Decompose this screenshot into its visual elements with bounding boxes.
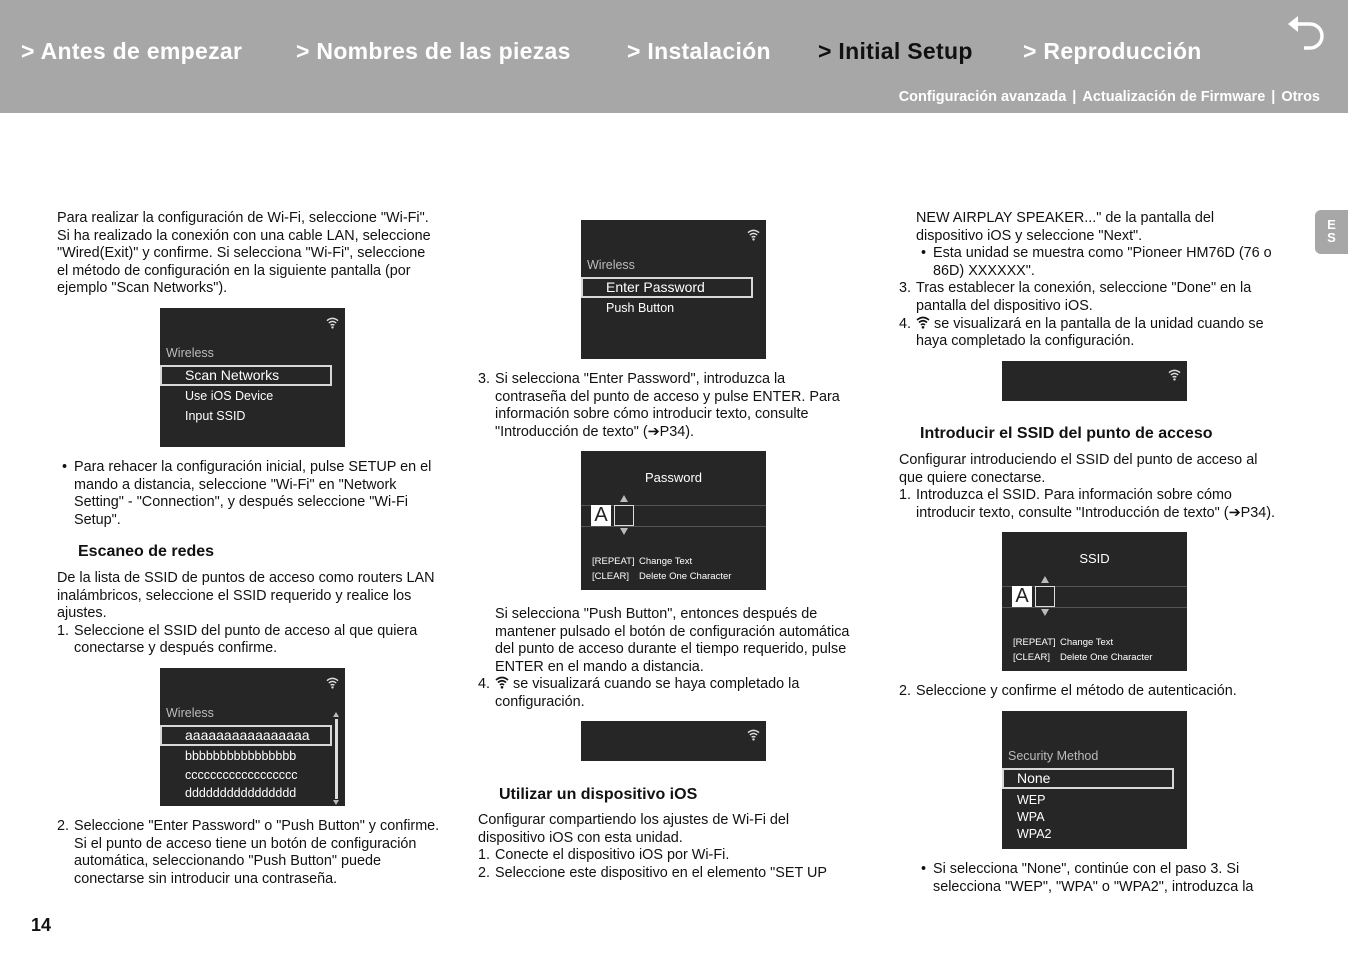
text-line: Si el punto de acceso tiene un botón de configuración (74, 835, 417, 852)
screen-title: Wireless (166, 346, 214, 360)
text-line: mantener pulsado el botón de configuración automática (495, 623, 850, 640)
language-tab[interactable] (1315, 210, 1348, 254)
text-line: Esta unidad se muestra como "Pioneer HM76D (76 o (933, 245, 1272, 262)
text-line: del punto de acceso durante el tiempo requerido, pulse (495, 641, 847, 658)
text-line: "Introducción de texto" (➔P34). (495, 423, 695, 440)
nav-antes-de-empezar[interactable]: > Antes de empezar (21, 38, 243, 64)
ios-continued-paragraph (899, 210, 1272, 351)
subnav-separator: | (1072, 89, 1077, 105)
text-line: introducir texto, consulte "Introducción de texto" (➔P34). (916, 504, 1276, 521)
wifi-icon (326, 677, 339, 689)
step-number: 1. (899, 487, 912, 504)
screen-password-input (581, 451, 766, 590)
screen-security-method (1002, 711, 1187, 849)
text-line: Configurar introduciendo el SSID del punto de acceso al (899, 452, 1258, 468)
step-number: 3. (478, 371, 491, 387)
scroll-up-icon (333, 712, 339, 717)
help-clear (592, 571, 731, 582)
scrollbar (335, 719, 338, 799)
text-line: Si ha realizado la conexión con una cable LAN, seleccione (57, 227, 431, 244)
step-number: 3. (899, 280, 912, 297)
help-text: Change Text (1060, 637, 1114, 648)
wifi-icon (326, 317, 339, 329)
help-key: [REPEAT] (1013, 637, 1056, 648)
char-down-icon (620, 528, 628, 535)
text-line: Para realizar la configuración de Wi-Fi, seleccione "Wi-Fi". (57, 210, 429, 226)
text-line: ejemplo "Scan Networks"). (57, 280, 228, 297)
text-line: Configurar compartiendo los ajustes de Wi-Fi del (478, 812, 790, 828)
ssid-step2 (899, 683, 1237, 701)
subnav-otros[interactable]: Otros (1281, 89, 1320, 105)
subnav-actualizacion-firmware[interactable]: Actualización de Firmware (1082, 89, 1266, 105)
text-line: Si selecciona "Enter Password", introduzca la (495, 371, 786, 387)
bullet-mark: • (921, 861, 927, 877)
screen-wireless-method (160, 308, 345, 447)
scroll-down-icon (333, 800, 339, 805)
text-line: configuración. (495, 693, 585, 710)
text-line: Seleccione este dispositivo en el elemento "SET UP (495, 864, 828, 881)
wifi-intro-paragraph (57, 210, 431, 298)
text-line: dispositivo iOS y seleccione "Next". (916, 227, 1143, 244)
nav-instalacion[interactable]: > Instalación (627, 38, 771, 64)
sub-navigation (899, 89, 1320, 105)
empty-character-box (1035, 586, 1055, 607)
text-line: Si selecciona "None", continúe con el paso 3. Si (933, 861, 1240, 877)
text-line: ENTER en el mando a distancia. (495, 658, 704, 675)
help-key: [REPEAT] (592, 556, 635, 567)
screen-title: Wireless (587, 258, 635, 272)
selected-menu-item: aaaaaaaaaaaaaaaa (160, 725, 332, 746)
selected-menu-item: None (1002, 768, 1174, 789)
text-line: NEW AIRPLAY SPEAKER..." de la pantalla del (916, 210, 1215, 226)
text-line: Para rehacer la configuración inicial, pulse SETUP en el (74, 459, 432, 475)
current-character: A (591, 505, 611, 526)
step-number: 4. (899, 315, 912, 332)
text-line: Si selecciona "Push Button", entonces después de (495, 606, 818, 622)
bullet-mark: • (62, 459, 68, 475)
text-line: Seleccione y confirme el método de autenticación. (916, 683, 1237, 699)
back-arrow-icon[interactable] (1286, 14, 1332, 54)
text-line: que quiere conectarse. (899, 469, 1046, 486)
screen-title: Password (644, 470, 703, 485)
text-line: 86D) XXXXXX". (933, 262, 1035, 279)
text-line: Setting" - "Connection", y después seleccione "Wi-Fi (74, 494, 408, 511)
step2-paragraph (57, 818, 439, 888)
text-line: selecciona "WEP", "WPA" o "WPA2", introduzca la (933, 878, 1254, 895)
menu-item: Use iOS Device (185, 389, 274, 403)
push-button-paragraph (478, 606, 849, 712)
text-line: Introduzca el SSID. Para información sobre cómo (916, 487, 1232, 504)
text-line: se visualizará en la pantalla de la unidad cuando se (930, 315, 1264, 332)
text-line: contraseña del punto de acceso y pulse ENTER. Para (495, 388, 840, 405)
section-heading-escaneo: Escaneo de redes (78, 543, 215, 560)
screen-title: SSID (1079, 551, 1110, 566)
wifi-icon (916, 316, 930, 329)
section-heading-ios: Utilizar un dispositivo iOS (499, 786, 698, 803)
menu-item: dddddddddddddddd (185, 786, 297, 800)
top-navigation-bar (0, 0, 1348, 113)
subnav-separator: | (1271, 89, 1276, 105)
help-repeat (1013, 637, 1113, 648)
help-text: Delete One Character (639, 571, 732, 582)
text-line: De la lista de SSID de puntos de acceso como routers LAN (57, 570, 435, 586)
subnav-configuracion-avanzada[interactable]: Configuración avanzada (898, 89, 1067, 105)
screen-ssid-input (1002, 532, 1187, 671)
scan-paragraph (57, 570, 435, 658)
section-heading-ssid: Introducir el SSID del punto de acceso (920, 425, 1213, 442)
lang-letter: E (1327, 217, 1336, 232)
text-line: inalámbricos, seleccione el SSID requerido y realice los (57, 587, 412, 604)
text-line: haya completado la configuración. (916, 333, 1135, 350)
text-line: conectarse y después confirme. (74, 640, 278, 657)
selected-menu-item: Enter Password (581, 277, 753, 298)
text-line: se visualizará cuando se haya completado la (509, 676, 800, 693)
step-number: 2. (899, 683, 912, 699)
help-key: [CLEAR] (592, 571, 629, 582)
page-number: 14 (31, 915, 52, 935)
text-line: "Wired(Exit)" y confirme. Si selecciona "Wi-Fi", seleccione (57, 245, 426, 262)
menu-item: cccccccccccccccccc (185, 768, 298, 782)
step-number: 1. (57, 622, 70, 639)
wifi-icon (747, 229, 760, 241)
nav-initial-setup[interactable]: > Initial Setup (818, 38, 973, 64)
text-line: Conecte el dispositivo iOS por Wi-Fi. (495, 847, 730, 864)
input-line (1002, 607, 1187, 608)
help-text: Change Text (639, 556, 693, 567)
text-line: Tras establecer la conexión, seleccione "Done" en la (916, 280, 1252, 297)
menu-item: WPA (1017, 810, 1045, 824)
text-line: Seleccione el SSID del punto de acceso al que quiera (74, 622, 418, 639)
help-key: [CLEAR] (1013, 652, 1050, 663)
text-line: conectarse sin introducir una contraseña. (74, 870, 338, 887)
current-character: A (1012, 586, 1032, 607)
empty-character-box (614, 505, 634, 526)
help-clear (1013, 652, 1152, 663)
step3-paragraph (478, 371, 840, 441)
screen-password-method (581, 220, 766, 359)
selected-menu-item: Scan Networks (160, 365, 332, 386)
input-line (581, 526, 766, 527)
text-line: automática, seleccionando "Push Button" puede (74, 853, 382, 870)
security-bullet (899, 861, 1253, 896)
char-up-icon (620, 495, 628, 502)
text-line: mando a distancia, seleccione "Wi-Fi" en "Network (74, 476, 397, 493)
menu-item: WEP (1017, 793, 1046, 807)
text-line: ajustes. (57, 605, 107, 622)
text-line: Seleccione "Enter Password" o "Push Button" y confirme. (74, 818, 440, 834)
text-line: pantalla del dispositivo iOS. (916, 297, 1093, 314)
screen-title: Security Method (1008, 749, 1099, 763)
char-up-icon (1041, 576, 1049, 583)
ios-paragraph (478, 812, 827, 882)
nav-nombres-de-las-piezas[interactable]: > Nombres de las piezas (296, 38, 571, 64)
menu-item: bbbbbbbbbbbbbbbb (185, 749, 297, 763)
text-line: Setup". (74, 511, 121, 528)
menu-item: Input SSID (185, 409, 246, 423)
screen-wifi-connected (1002, 361, 1187, 401)
bullet-mark: • (921, 245, 927, 262)
wifi-icon (747, 729, 760, 741)
char-down-icon (1041, 609, 1049, 616)
setup-bullet (57, 459, 457, 529)
ssid-paragraph (899, 452, 1275, 522)
step-number: 1. (478, 847, 491, 864)
screen-wifi-connected (581, 721, 766, 761)
step-number: 2. (57, 818, 70, 834)
screen-ssid-list (160, 668, 345, 806)
help-text: Delete One Character (1060, 652, 1153, 663)
menu-item: WPA2 (1017, 827, 1052, 841)
text-line: información sobre cómo introducir texto, consulte (495, 406, 809, 423)
menu-item: Push Button (606, 301, 675, 315)
help-repeat (592, 556, 692, 567)
wifi-icon (495, 676, 509, 689)
wifi-icon (1168, 369, 1181, 381)
step-number: 2. (478, 864, 491, 881)
text-line: dispositivo iOS con esta unidad. (478, 829, 683, 846)
screen-title: Wireless (166, 706, 214, 720)
text-line: el método de configuración en la siguiente pantalla (por (57, 262, 411, 279)
step-number: 4. (478, 676, 491, 693)
lang-letter: S (1327, 230, 1336, 245)
nav-reproduccion[interactable]: > Reproducción (1023, 38, 1202, 64)
